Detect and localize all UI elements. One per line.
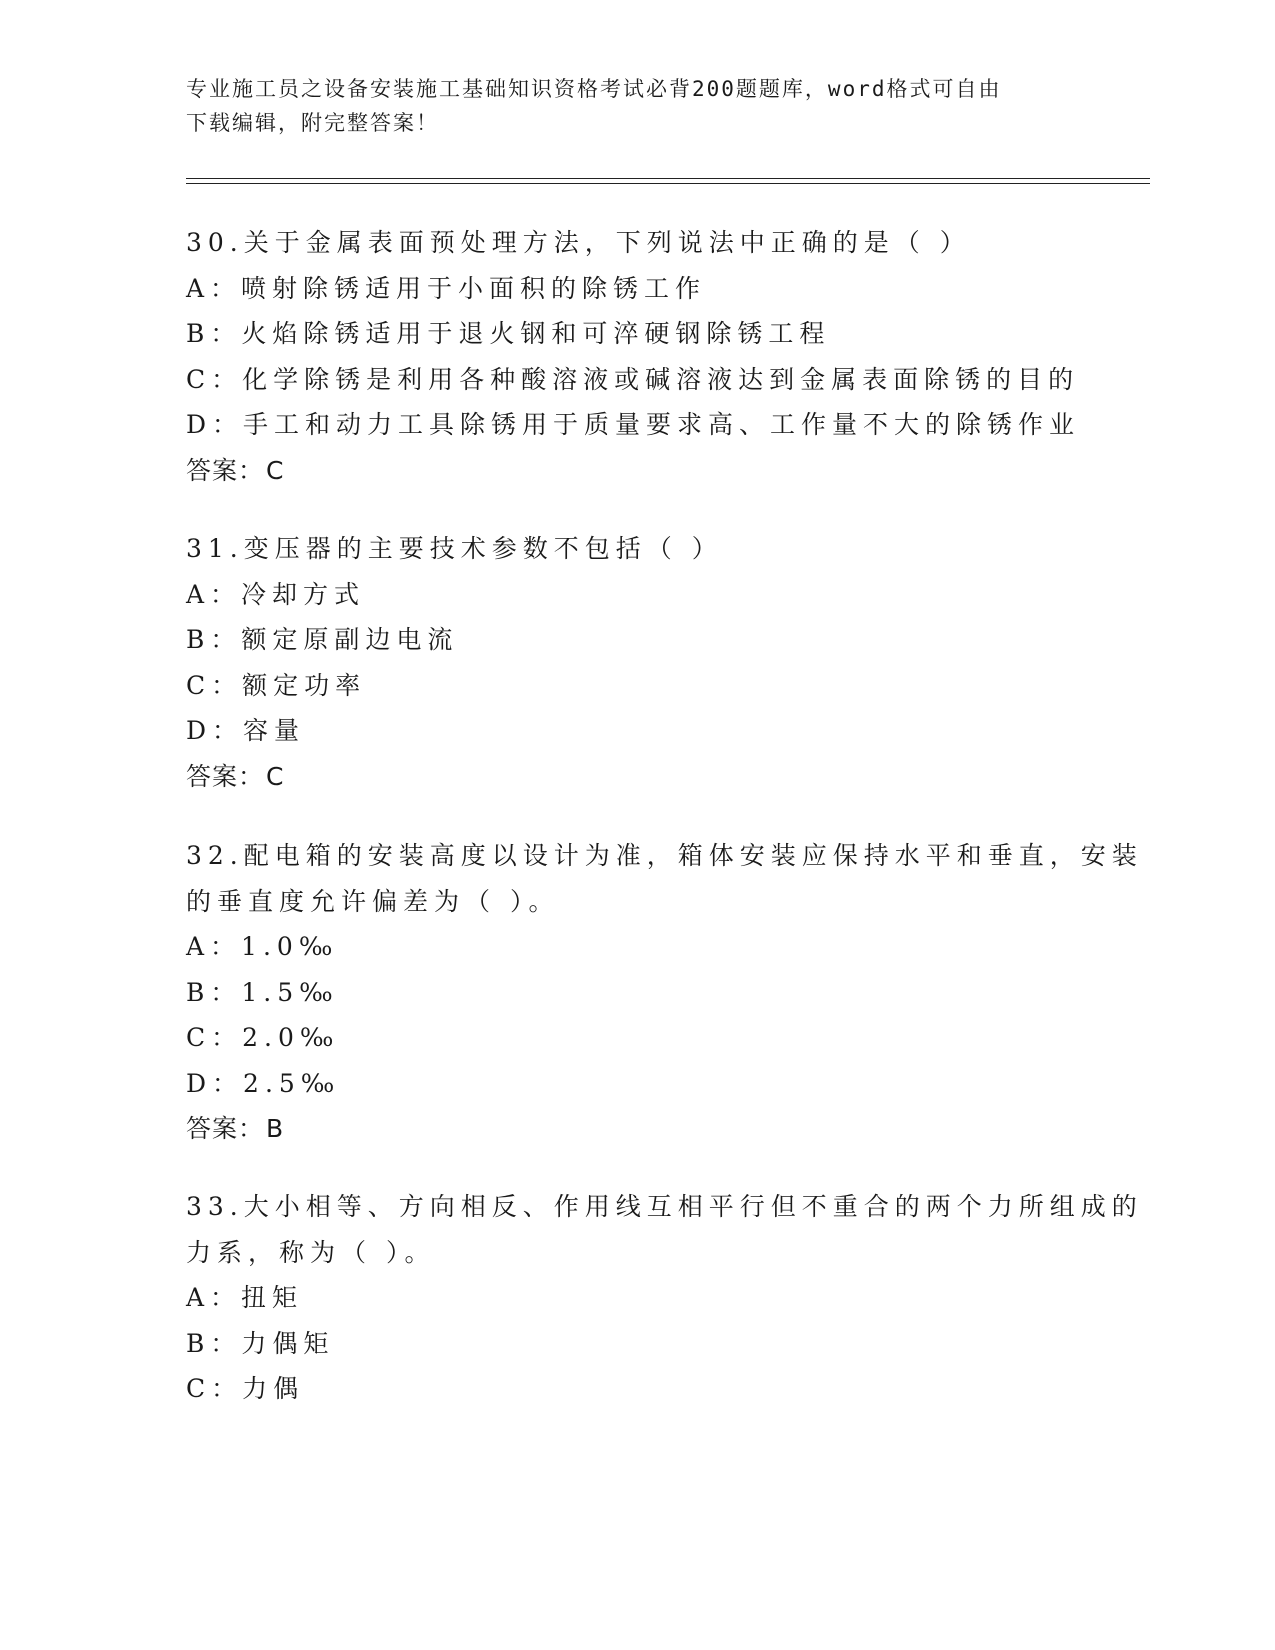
document-header — [186, 72, 1086, 140]
answer-label: 答案： — [186, 761, 265, 791]
question-33 — [186, 1184, 1143, 1412]
question-stem-line-2: 力系，称为（ ）。 — [186, 1237, 436, 1267]
answer-line — [186, 754, 1126, 800]
header-line-2: 下载编辑，附完整答案！ — [186, 111, 439, 135]
header-divider-bottom — [186, 183, 1150, 184]
option-a: A：1.0‰ — [186, 932, 339, 961]
question-stem: 30.关于金属表面预处理方法，下列说法中正确的是（ ） — [186, 228, 971, 257]
option-d: D：手工和动力工具除锈用于质量要求高、工作量不大的除锈作业 — [186, 410, 1081, 439]
question-stem: 31.变压器的主要技术参数不包括（ ） — [186, 534, 723, 563]
answer-line — [186, 448, 1126, 494]
answer-value: C — [266, 455, 285, 485]
option-b: B：火焰除锈适用于退火钢和可淬硬钢除锈工程 — [186, 319, 831, 348]
question-stem-line-1: 32.配电箱的安装高度以设计为准，箱体安装应保持水平和垂直，安装 — [186, 841, 1143, 870]
answer-value: B — [266, 1114, 285, 1143]
question-stem-line-2: 的垂直度允许偏差为（ ）。 — [186, 886, 560, 916]
answer-value: C — [266, 761, 285, 791]
option-c: C：力偶 — [186, 1374, 305, 1403]
option-d: D：2.5‰ — [186, 1068, 341, 1098]
answer-line — [186, 1106, 1126, 1152]
option-a: A：扭矩 — [186, 1283, 304, 1312]
question-stem-line-1: 33.大小相等、方向相反、作用线互相平行但不重合的两个力所组成的 — [186, 1192, 1143, 1221]
answer-label: 答案： — [186, 455, 265, 485]
option-b: B：1.5‰ — [186, 977, 339, 1007]
header-line-1: 专业施工员之设备安装施工基础知识资格考试必背200题题库，word格式可自由 — [186, 77, 1002, 101]
answer-label: 答案： — [186, 1114, 265, 1143]
option-a: A：冷却方式 — [186, 579, 366, 609]
header-divider-top — [186, 178, 1150, 179]
option-b: B：力偶矩 — [186, 1328, 335, 1358]
question-31 — [186, 526, 1126, 799]
option-c: C：2.0‰ — [186, 1023, 340, 1052]
option-a: A：喷射除锈适用于小面积的除锈工作 — [186, 273, 707, 303]
option-c: C：额定功率 — [186, 670, 367, 700]
question-32 — [186, 833, 1143, 1152]
question-30 — [186, 220, 1126, 493]
option-c: C：化学除锈是利用各种酸溶液或碱溶液达到金属表面除锈的目的 — [186, 364, 1080, 394]
option-b: B：额定原副边电流 — [186, 625, 459, 654]
option-d: D：容量 — [186, 716, 306, 745]
